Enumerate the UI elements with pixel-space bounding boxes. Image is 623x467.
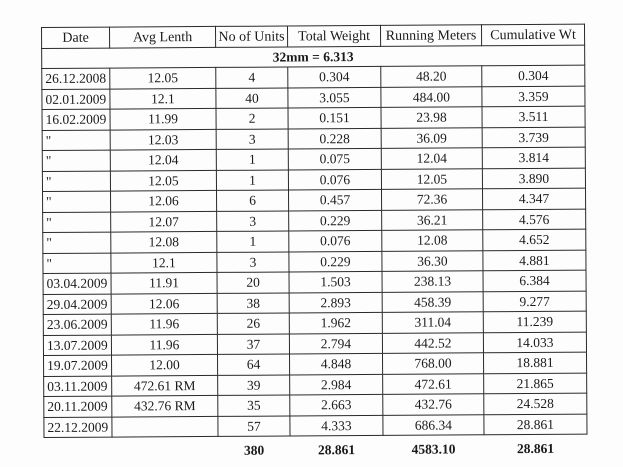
cell-running-meters: 36.21 — [382, 209, 483, 230]
cell-avg-length: 12.05 — [110, 170, 216, 191]
cell-total-weight: 2.794 — [289, 333, 382, 354]
cell-avg-length: 12.1 — [111, 252, 217, 273]
cell-running-meters: 442.52 — [382, 332, 483, 353]
cell-running-meters: 12.04 — [381, 148, 482, 169]
cell-date: " — [42, 171, 110, 192]
cell-units: 40 — [216, 87, 288, 108]
cell-running-meters: 311.04 — [382, 312, 483, 333]
cell-total-weight: 2.893 — [289, 292, 382, 313]
cell-total-weight: 2.984 — [290, 374, 383, 395]
total-units: 380 — [243, 442, 265, 458]
cell-running-meters: 12.08 — [382, 230, 483, 251]
cell-avg-length: 12.03 — [110, 129, 216, 150]
cell-running-meters: 686.34 — [383, 414, 484, 435]
cell-total-weight: 0.228 — [288, 128, 381, 149]
total-total-weight: 28.861 — [317, 441, 356, 457]
total-cumulative-wt: 28.861 — [516, 440, 555, 456]
cell-total-weight: 1.503 — [289, 271, 382, 292]
cell-cumulative-wt: 6.384 — [483, 270, 586, 291]
totals-row — [44, 434, 587, 462]
cell-cumulative-wt: 3.814 — [482, 147, 585, 168]
cell-total-weight: 0.076 — [289, 230, 382, 251]
cell-units: 6 — [217, 190, 289, 211]
cell-units: 26 — [217, 313, 289, 334]
cell-units: 20 — [217, 272, 289, 293]
cell-avg-length: 12.07 — [111, 211, 217, 232]
cell-avg-length: 12.05 — [110, 67, 216, 88]
header-running-meters: Running Meters — [380, 25, 481, 47]
cell-date: 23.06.2009 — [43, 314, 111, 335]
cell-date: 02.01.2009 — [42, 89, 110, 110]
total-running-meters: 4583.10 — [411, 440, 456, 457]
header-date: Date — [42, 27, 110, 48]
cell-date: 20.11.2009 — [44, 396, 112, 417]
cell-date: 26.12.2008 — [42, 68, 110, 89]
cell-date: " — [43, 253, 111, 274]
cell-cumulative-wt: 28.861 — [484, 414, 587, 435]
cell-units: 1 — [216, 149, 288, 170]
cell-avg-length: 11.91 — [111, 272, 217, 293]
cell-total-weight: 3.055 — [288, 87, 381, 108]
cell-avg-length: 12.00 — [112, 354, 218, 375]
cell-units: 1 — [217, 231, 289, 252]
cell-units: 35 — [218, 395, 290, 416]
cell-date: " — [43, 191, 111, 212]
cell-units: 1 — [216, 169, 288, 190]
cell-total-weight: 0.457 — [289, 189, 382, 210]
cell-cumulative-wt: 4.347 — [482, 188, 585, 209]
total-date — [44, 437, 112, 462]
cell-cumulative-wt: 4.576 — [483, 209, 586, 230]
cell-avg-length: 12.06 — [111, 293, 217, 314]
cell-units: 37 — [217, 333, 289, 354]
cell-running-meters: 238.13 — [382, 271, 483, 292]
cell-avg-length: 11.96 — [111, 334, 217, 355]
cell-cumulative-wt: 18.881 — [483, 352, 586, 373]
cell-date: 13.07.2009 — [43, 335, 111, 356]
cell-units: 38 — [217, 292, 289, 313]
cell-total-weight: 4.333 — [290, 415, 383, 436]
cell-date: 22.12.2009 — [44, 417, 112, 438]
cell-total-weight: 2.663 — [290, 394, 383, 415]
cell-date: " — [42, 150, 110, 171]
cell-cumulative-wt: 3.511 — [482, 106, 585, 127]
cell-total-weight: 0.076 — [288, 169, 381, 190]
cell-units: 3 — [217, 251, 289, 272]
cell-total-weight: 0.304 — [288, 66, 381, 87]
cell-total-weight: 0.229 — [289, 210, 382, 231]
cell-avg-length: 12.08 — [111, 231, 217, 252]
cell-units: 39 — [218, 374, 290, 395]
cell-date: 29.04.2009 — [43, 294, 111, 315]
cell-units: 3 — [216, 128, 288, 149]
total-avg-length — [112, 436, 218, 461]
cell-avg-length: 12.04 — [110, 149, 216, 170]
cell-date: 03.04.2009 — [43, 273, 111, 294]
cell-running-meters: 472.61 — [383, 373, 484, 394]
cell-date: " — [43, 232, 111, 253]
cell-running-meters: 72.36 — [381, 189, 482, 210]
cell-date: 16.02.2009 — [42, 109, 110, 130]
cell-cumulative-wt: 21.865 — [484, 373, 587, 394]
cell-cumulative-wt: 11.239 — [483, 311, 586, 332]
cell-running-meters: 36.30 — [382, 250, 483, 271]
cell-avg-length: 12.1 — [110, 88, 216, 109]
cell-running-meters: 23.98 — [381, 107, 482, 128]
cell-date: " — [42, 130, 110, 151]
cell-cumulative-wt: 3.739 — [482, 127, 585, 148]
ledger-body — [42, 45, 588, 462]
cell-running-meters: 484.00 — [381, 86, 482, 107]
cell-units: 3 — [217, 210, 289, 231]
cell-total-weight: 4.848 — [290, 353, 383, 374]
ledger-table — [41, 24, 588, 462]
section-label: 32mm = 6.313 — [42, 45, 585, 68]
cell-units: 4 — [216, 67, 288, 88]
cell-cumulative-wt: 4.881 — [483, 250, 586, 271]
header-total-weight: Total Weight — [287, 25, 380, 47]
cell-avg-length: 12.06 — [111, 190, 217, 211]
cell-avg-length — [112, 416, 218, 437]
cell-running-meters: 432.76 — [383, 394, 484, 415]
header-avg-length: Avg Lenth — [110, 26, 216, 48]
cell-running-meters: 458.39 — [382, 291, 483, 312]
cell-cumulative-wt: 3.359 — [482, 86, 585, 107]
cell-cumulative-wt: 9.277 — [483, 291, 586, 312]
cell-units: 2 — [216, 108, 288, 129]
cell-units: 57 — [218, 415, 290, 436]
cell-date: 03.11.2009 — [44, 376, 112, 397]
cell-cumulative-wt: 4.652 — [483, 229, 586, 250]
cell-date: 19.07.2009 — [44, 355, 112, 376]
cell-total-weight: 0.075 — [288, 148, 381, 169]
cell-cumulative-wt: 24.528 — [484, 393, 587, 414]
cell-total-weight: 0.229 — [289, 251, 382, 272]
cell-avg-length: 11.96 — [111, 313, 217, 334]
header-cumulative-wt: Cumulative Wt — [481, 24, 584, 46]
cell-total-weight: 1.962 — [289, 312, 382, 333]
cell-avg-length: 11.99 — [110, 108, 216, 129]
cell-running-meters: 12.05 — [381, 168, 482, 189]
cell-running-meters: 48.20 — [381, 66, 482, 87]
cell-cumulative-wt: 0.304 — [482, 65, 585, 86]
cell-units: 64 — [218, 354, 290, 375]
cell-running-meters: 36.09 — [381, 127, 482, 148]
header-units: No of Units — [215, 26, 287, 47]
cell-total-weight: 0.151 — [288, 107, 381, 128]
cell-date: " — [43, 212, 111, 233]
cell-avg-length: 432.76 RM — [112, 395, 218, 416]
cell-cumulative-wt: 3.890 — [482, 168, 585, 189]
cell-avg-length: 472.61 RM — [112, 375, 218, 396]
cell-running-meters: 768.00 — [383, 353, 484, 374]
cell-cumulative-wt: 14.033 — [483, 332, 586, 353]
